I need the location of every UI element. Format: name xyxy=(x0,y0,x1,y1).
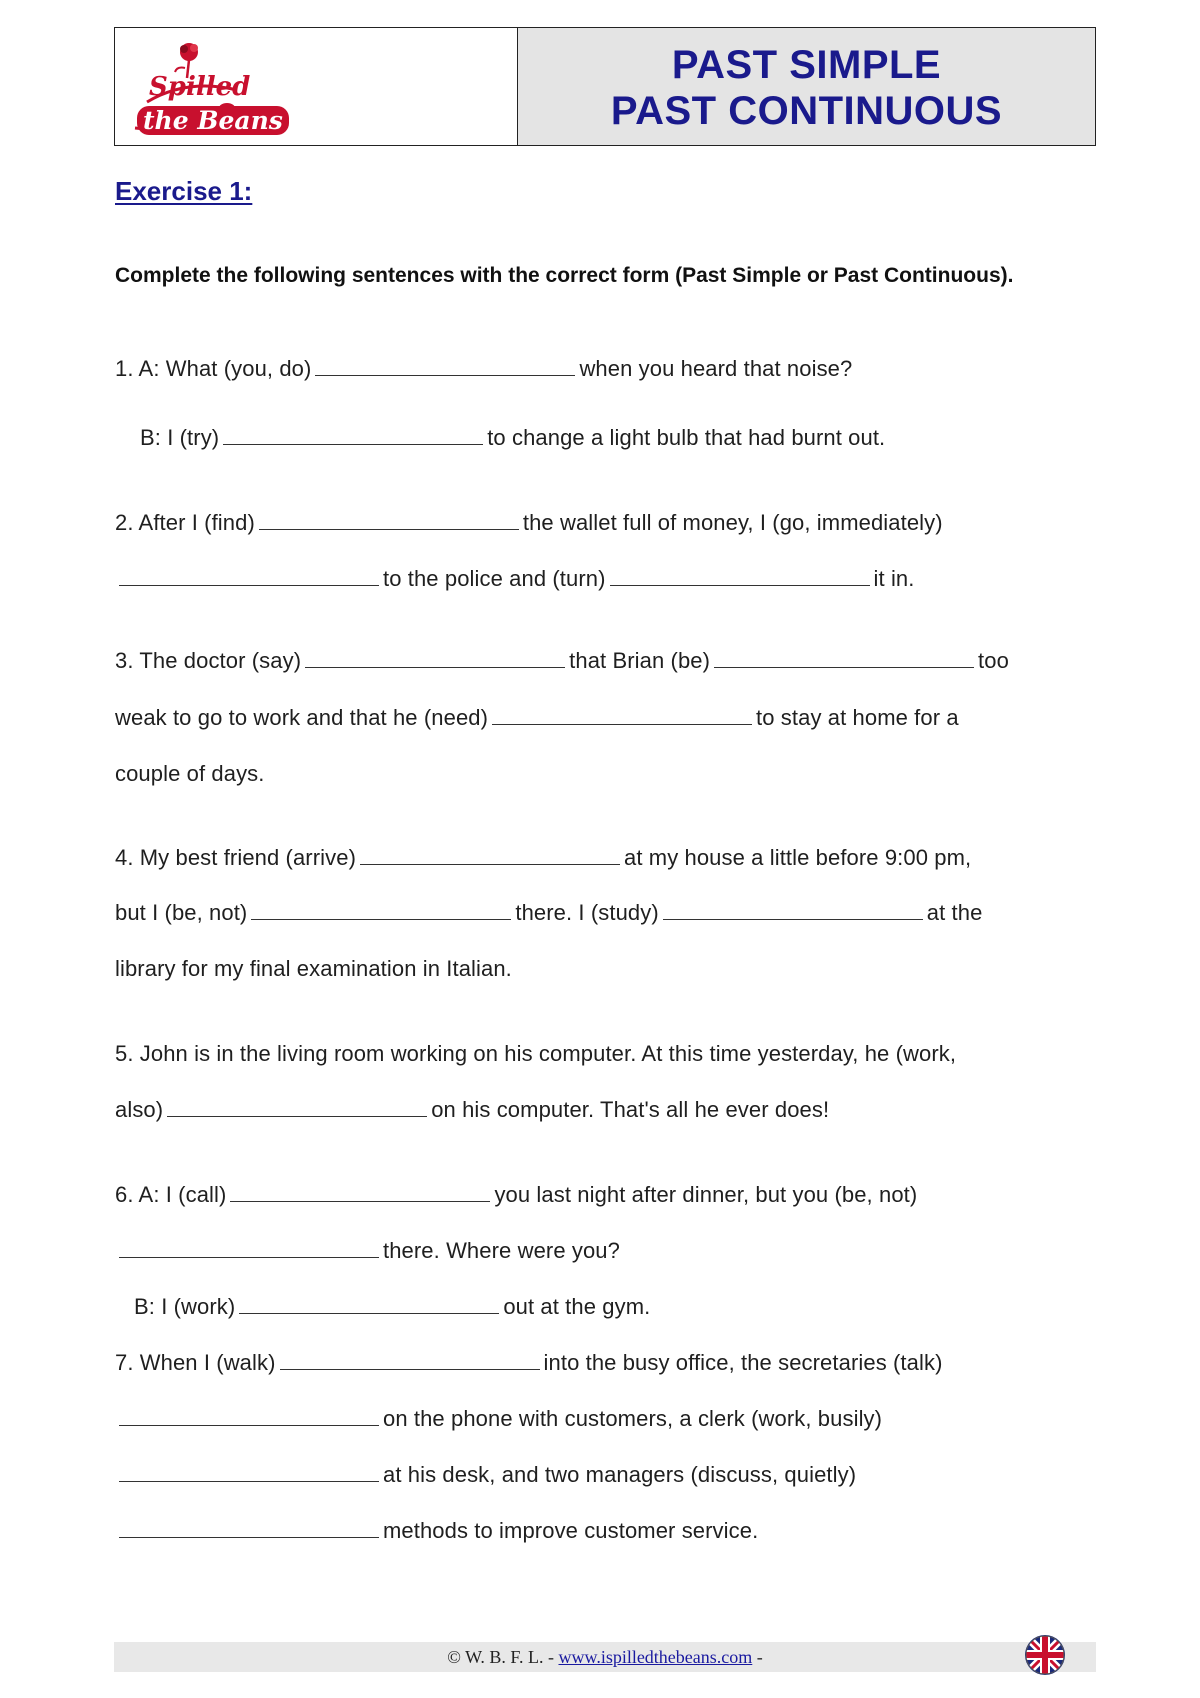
answer-blank[interactable] xyxy=(360,863,620,865)
sentence-line xyxy=(115,356,852,382)
answer-blank[interactable] xyxy=(167,1115,427,1117)
footer-copyright: © W. B. F. L. - xyxy=(447,1647,559,1667)
sentence-text: 2. After I (find) xyxy=(115,510,255,535)
answer-blank[interactable] xyxy=(119,584,379,586)
answer-blank[interactable] xyxy=(315,374,575,376)
sentence-line xyxy=(115,566,914,592)
sentence-text: 3. The doctor (say) xyxy=(115,648,302,673)
sentence-text: it in. xyxy=(873,566,915,591)
sentence-line xyxy=(115,1518,758,1544)
answer-blank[interactable] xyxy=(251,918,511,920)
answer-blank[interactable] xyxy=(259,528,519,530)
sentence-text: weak to go to work and that he (need) xyxy=(115,705,489,730)
answer-blank[interactable] xyxy=(305,666,565,668)
sentence-text: 5. John is in the living room working on his computer. At this time yesterday, he (work, xyxy=(115,1041,957,1066)
sentence-line xyxy=(140,425,885,451)
title-cell xyxy=(518,28,1095,145)
sentence-text: 4. My best friend (arrive) xyxy=(115,845,357,870)
sentence-text: to change a light bulb that had burnt out. xyxy=(487,425,886,450)
page-title-line2: PAST CONTINUOUS xyxy=(610,88,1003,133)
sentence-text: 7. When I (walk) xyxy=(115,1350,276,1375)
sentence-line xyxy=(134,1294,650,1320)
sentence-text: there. Where were you? xyxy=(383,1238,620,1263)
answer-blank[interactable] xyxy=(610,584,870,586)
sentence-text: methods to improve customer service. xyxy=(383,1518,759,1543)
sentence-line xyxy=(115,1097,829,1123)
answer-blank[interactable] xyxy=(280,1368,540,1370)
sentence-text: at the xyxy=(926,900,983,925)
sentence-text: you last night after dinner, but you (be, not) xyxy=(494,1182,918,1207)
answer-blank[interactable] xyxy=(119,1536,379,1538)
sentence-line xyxy=(115,510,943,536)
sentence-line xyxy=(115,1350,943,1376)
answer-blank[interactable] xyxy=(663,918,923,920)
answer-blank[interactable] xyxy=(492,723,752,725)
sentence-line xyxy=(115,1182,917,1208)
sentence-text: 6. A: I (call) xyxy=(115,1182,227,1207)
sentence-text: also) xyxy=(115,1097,164,1122)
answer-blank[interactable] xyxy=(239,1312,499,1314)
sentence-text: on the phone with customers, a clerk (work, busily) xyxy=(383,1406,883,1431)
sentence-line xyxy=(115,648,1009,674)
sentence-text: library for my final examination in Italian. xyxy=(115,956,512,981)
footer-bar xyxy=(114,1642,1096,1672)
sentence-text: to the police and (turn) xyxy=(383,566,606,591)
sentence-text: B: I (work) xyxy=(134,1294,236,1319)
answer-blank[interactable] xyxy=(230,1200,490,1202)
sentence-line xyxy=(115,705,959,731)
uk-flag-icon xyxy=(1025,1635,1065,1675)
exercise-title: Exercise 1: xyxy=(115,176,253,206)
sentence-text: too xyxy=(978,648,1009,673)
sentence-text: couple of days. xyxy=(115,761,265,786)
logo-text-line2: the Beans xyxy=(137,106,289,135)
sentence-text: 1. A: What (you, do) xyxy=(115,356,312,381)
footer-link[interactable]: www.ispilledthebeans.com xyxy=(558,1647,753,1667)
footer-suffix: - xyxy=(752,1647,763,1667)
sentence-text: the wallet full of money, I (go, immediately) xyxy=(522,510,943,535)
page-title-line1: PAST SIMPLE xyxy=(671,42,942,87)
sentence-text: to stay at home for a xyxy=(756,705,959,730)
sentence-text: B: I (try) xyxy=(140,425,220,450)
sentence-line xyxy=(115,1041,956,1067)
answer-blank[interactable] xyxy=(119,1256,379,1258)
sentence-text: at my house a little before 9:00 pm, xyxy=(624,845,972,870)
sentence-text: into the busy office, the secretaries (talk) xyxy=(543,1350,943,1375)
sentence-line xyxy=(115,1238,620,1264)
sentence-line xyxy=(115,1462,856,1488)
sentence-line xyxy=(115,845,971,871)
logo-cell xyxy=(115,28,518,145)
header-box xyxy=(114,27,1096,146)
sentence-line xyxy=(115,1406,882,1432)
sentence-line xyxy=(115,956,512,982)
sentence-text: out at the gym. xyxy=(503,1294,651,1319)
sentence-line xyxy=(115,761,264,787)
sentence-line xyxy=(115,900,982,926)
exercise-instruction: Complete the following sentences with the correct form (Past Simple or Past Continuous). xyxy=(115,264,1014,287)
sentence-text: that Brian (be) xyxy=(569,648,711,673)
answer-blank[interactable] xyxy=(119,1424,379,1426)
answer-blank[interactable] xyxy=(119,1480,379,1482)
sentence-text: at his desk, and two managers (discuss, quietly) xyxy=(383,1462,857,1487)
answer-blank[interactable] xyxy=(714,666,974,668)
logo-text-line1: Spilled xyxy=(149,72,251,102)
sentence-text: there. I (study) xyxy=(515,900,659,925)
sentence-text: when you heard that noise? xyxy=(579,356,853,381)
sentence-text: but I (be, not) xyxy=(115,900,248,925)
answer-blank[interactable] xyxy=(223,443,483,445)
sentence-text: on his computer. That's all he ever does! xyxy=(431,1097,830,1122)
